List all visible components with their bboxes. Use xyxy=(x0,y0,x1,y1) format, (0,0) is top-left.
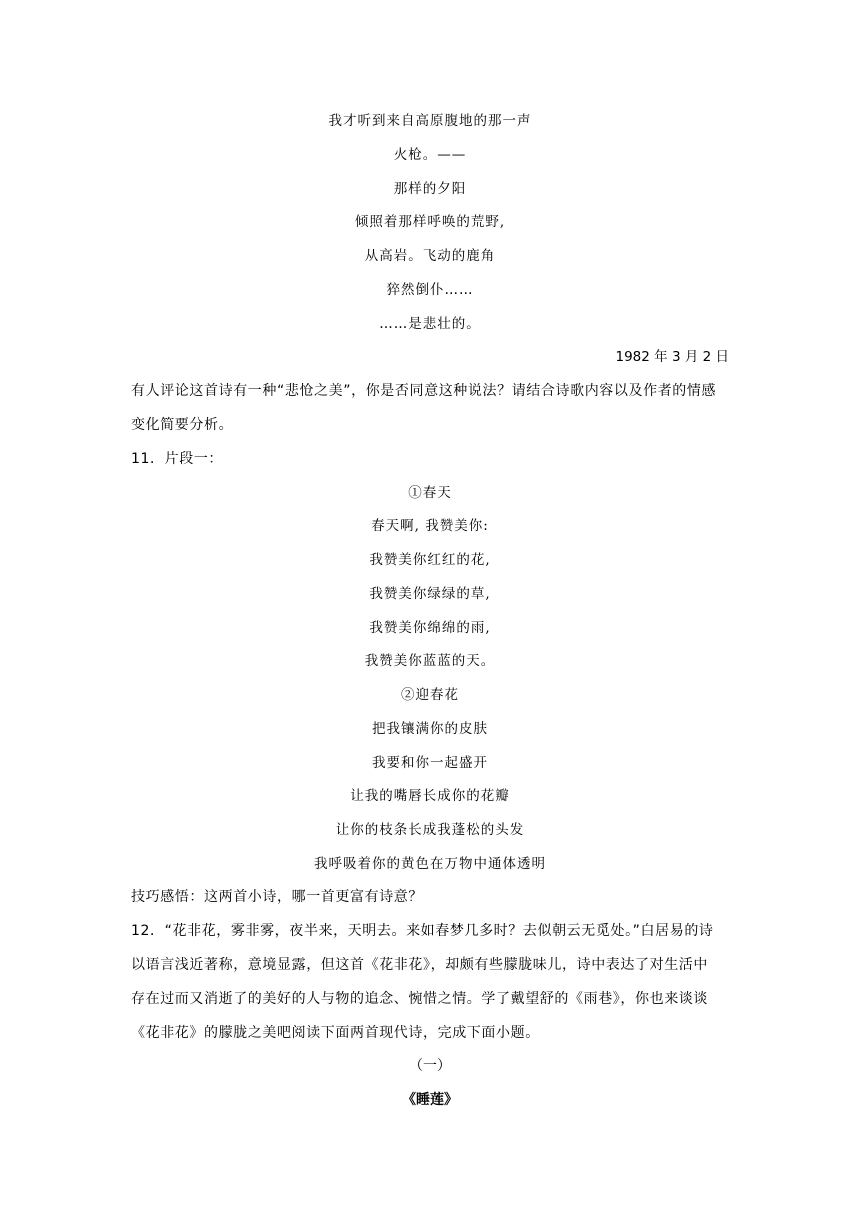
poem-line: ……是悲壮的。 xyxy=(379,316,481,332)
section-number: （一） xyxy=(409,1058,451,1074)
question-text: 变化简要分析。 xyxy=(131,417,234,433)
poem-line: 从高岩。飞动的鹿角 xyxy=(364,248,496,264)
question-text: 《花非花》的朦胧之美吧阅读下面两首现代诗，完成下面小题。 xyxy=(131,1025,540,1041)
question-text: 以语言浅近著称，意境显露，但这首《花非花》，却颇有些朦胧味儿，诗中表达了对生活中 xyxy=(131,957,708,973)
poem-title: ②迎春花 xyxy=(401,687,459,703)
poem-line: 我赞美你蓝蓝的天。 xyxy=(364,653,496,669)
poem-line: 把我镶满你的皮肤 xyxy=(372,721,488,737)
question-text: 12．“花非花，雾非雾，夜半来，天明去。来如春梦几多时？去似朝云无觅处。”白居易的诗 xyxy=(131,923,714,939)
poem-line: 我才听到来自高原腹地的那一声 xyxy=(328,113,532,129)
poem-date: 1982 年 3 月 2 日 xyxy=(615,349,729,365)
question-prompt: 技巧感悟：这两首小诗，哪一首更富有诗意？ xyxy=(131,889,423,905)
poem-line: 我呼吸着你的黄色在万物中通体透明 xyxy=(314,856,546,872)
poem-line: 火枪。—— xyxy=(393,147,467,163)
poem-line: 让你的枝条长成我蓬松的头发 xyxy=(335,822,525,838)
poem-line: 猝然倒仆…… xyxy=(386,282,474,298)
poem-line: 那样的夕阳 xyxy=(393,181,467,197)
poem-title: ①春天 xyxy=(408,485,452,501)
poem-line: 倾照着那样呼唤的荒野, xyxy=(354,214,506,230)
question-number: 11．片段一： xyxy=(131,451,224,467)
poem-line: 我要和你一起盛开 xyxy=(372,755,488,771)
poem-line: 春天啊, 我赞美你: xyxy=(371,518,489,534)
poem-line: 我赞美你红红的花, xyxy=(369,552,491,568)
poem-line: 我赞美你绿绿的草, xyxy=(369,586,491,602)
question-text: 有人评论这首诗有一种“悲怆之美”，你是否同意这种说法？请结合诗歌内容以及作者的情感 xyxy=(131,383,717,399)
poem-heading: 《睡莲》 xyxy=(402,1092,458,1108)
question-text: 存在过而又消逝了的美好的人与物的追念、惋惜之情。学了戴望舒的《雨巷》，你也来谈谈 xyxy=(131,991,708,1007)
poem-line: 我赞美你绵绵的雨, xyxy=(369,620,491,636)
poem-line: 让我的嘴唇长成你的花瓣 xyxy=(350,788,510,804)
